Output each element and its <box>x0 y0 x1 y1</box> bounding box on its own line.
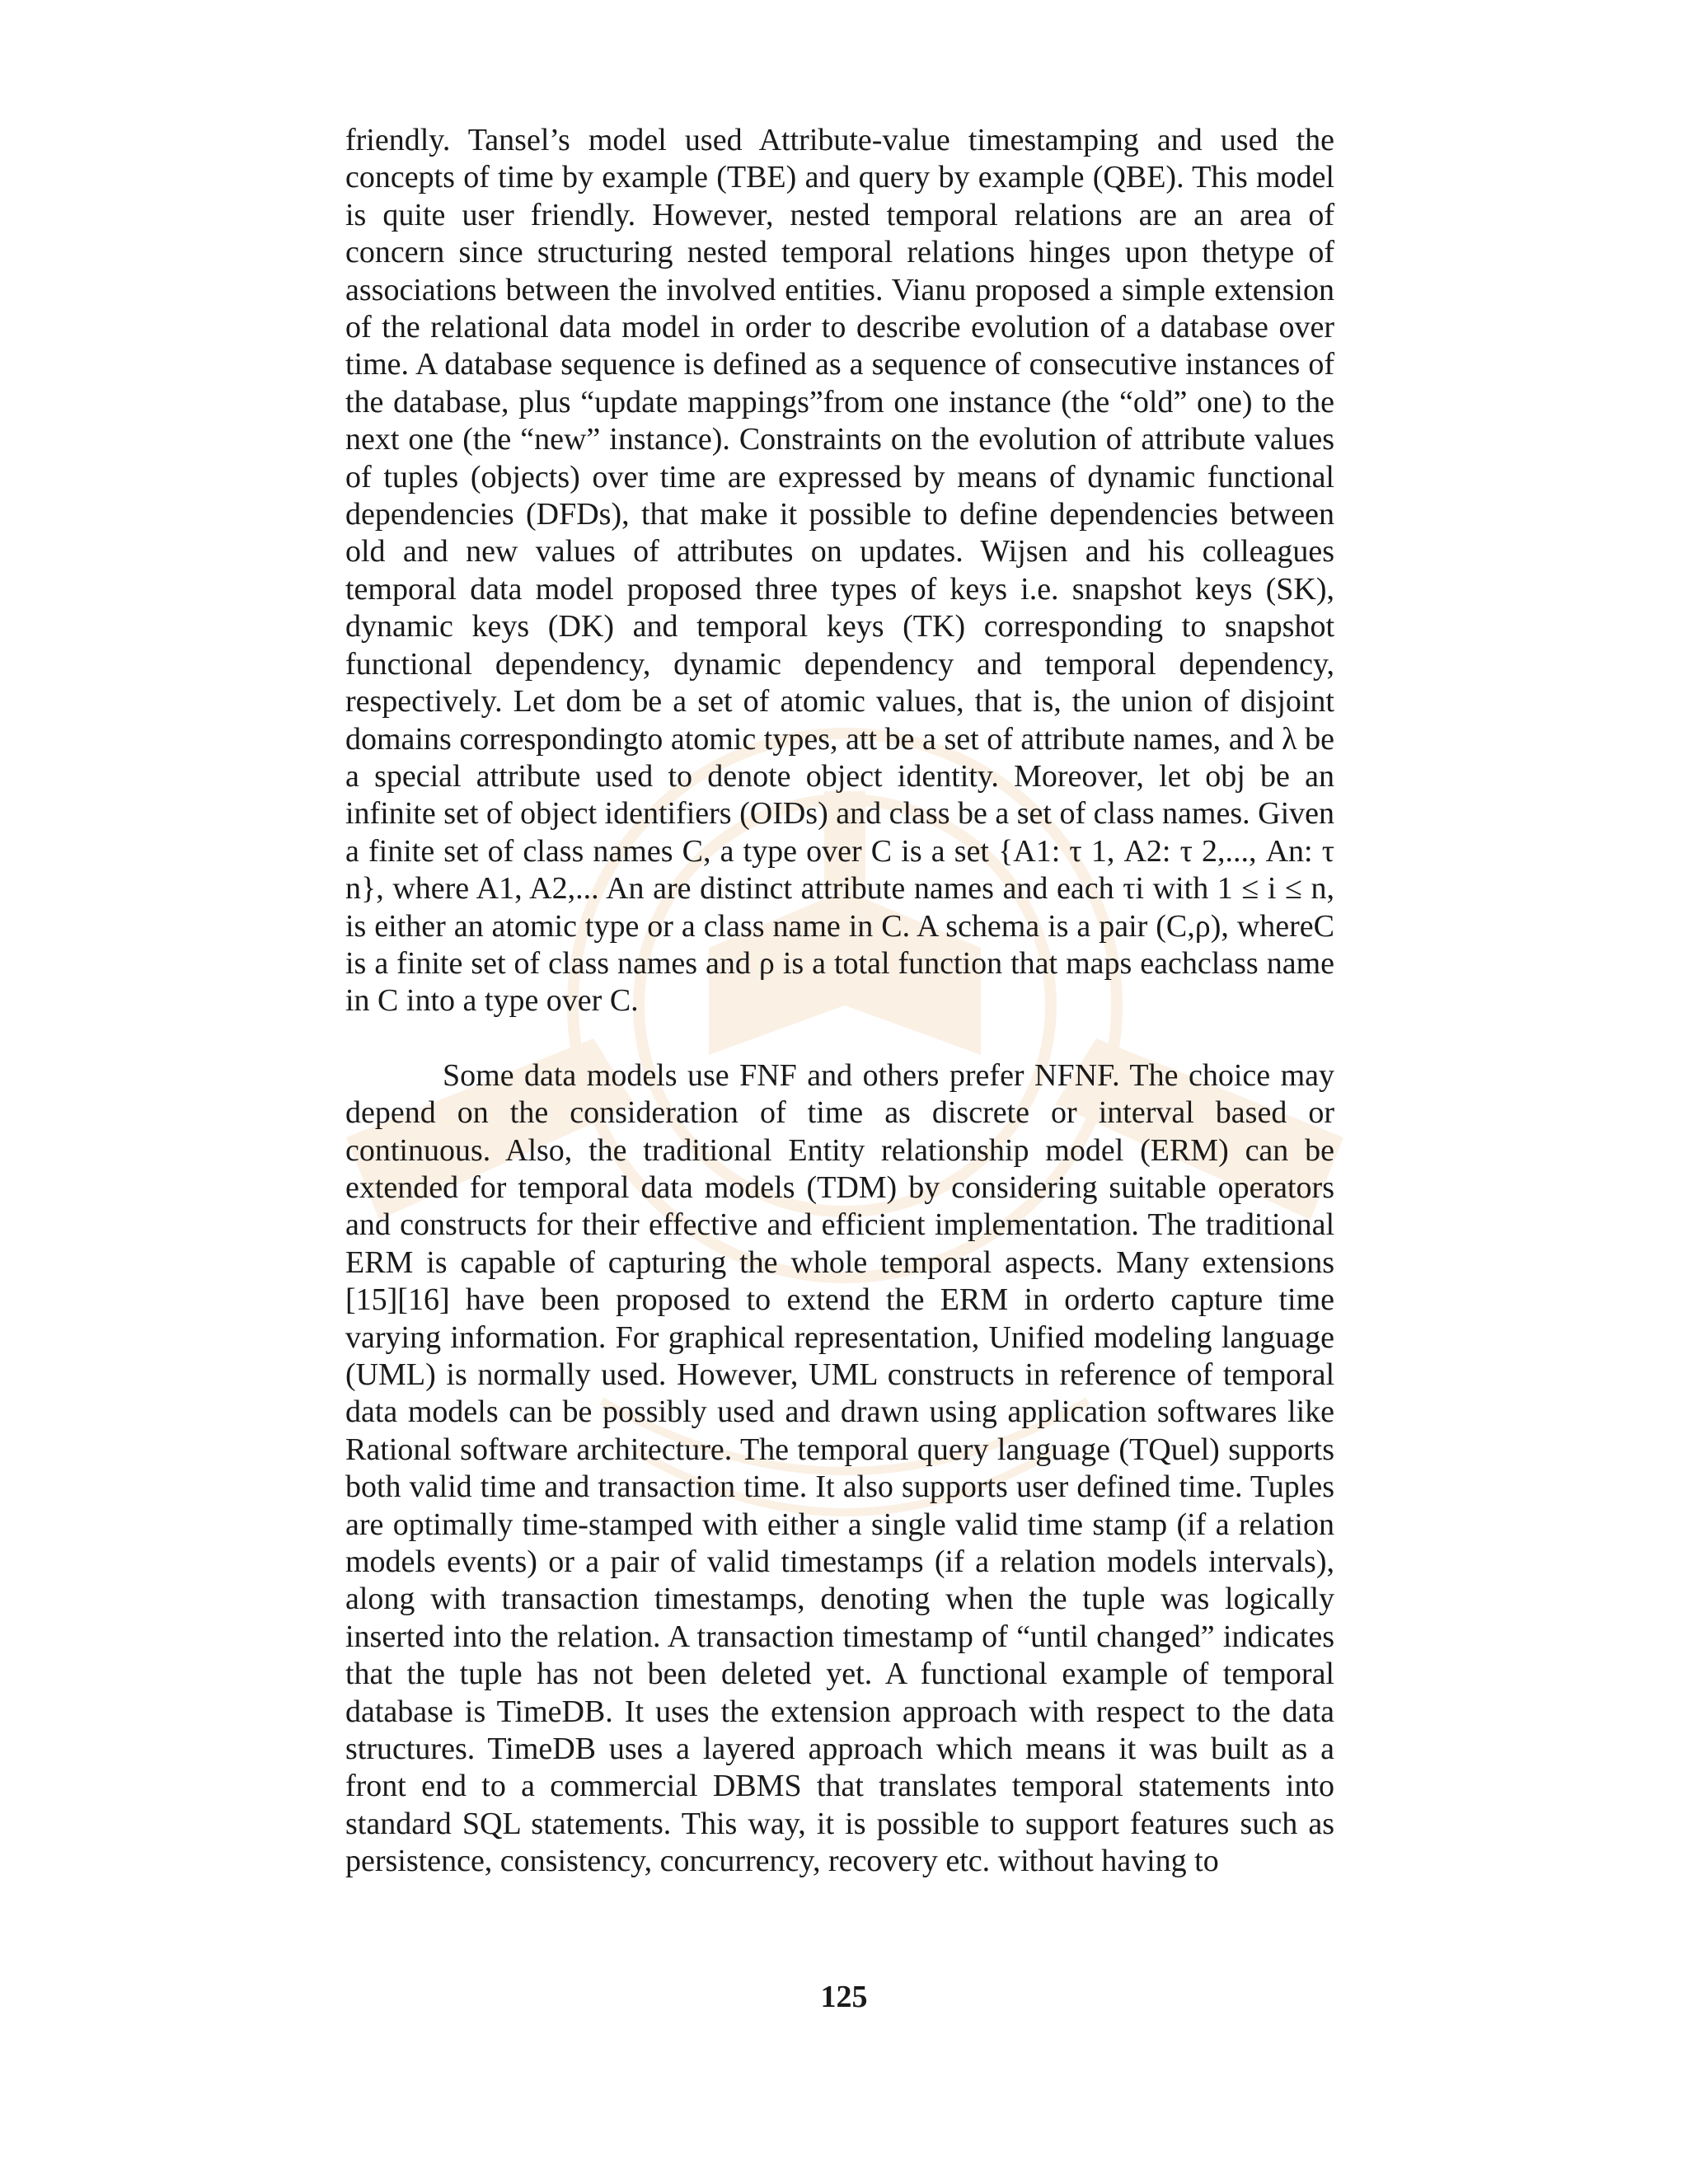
paragraph-2: Some data models use FNF and others prefer NFNF. The choice may depend on the consideration of time as discrete or interval based or continuous. Also, the traditional Entity relationship model (ERM) can be extended for temporal data models (TDM) by considering suitable operators and constructs for their effective and efficient implementation. The traditional ERM is capable of capturing the whole temporal aspects. Many extensions [15][16] have been proposed to extend the ERM in orderto capture time varying information. For graphical representation, Unified modeling language (UML) is normally used. However, UML constructs in reference of temporal data models can be possibly used and drawn using application softwares like Rational software architecture. The temporal query language (TQuel) supports both valid time and transaction time. It also supports user defined time. Tuples are optimally time-stamped with either a single valid time stamp (if a relation models events) or a pair of valid timestamps (if a relation models intervals), along with transaction timestamps, denoting when the tuple was logically inserted into the relation. A transaction timestamp of “until changed” indicates that the tuple has not been deleted yet. A functional example of temporal database is TimeDB. It uses the extension approach with respect to the data structures. TimeDB uses a layered approach which means it was built as a front end to a commercial DBMS that translates temporal statements into standard SQL statements. This way, it is possible to support features such as persistence, consistency, concurrency, recovery etc. without having to <box>345 1057 1334 1879</box>
paragraph-1: friendly. Tansel’s model used Attribute-value timestamping and used the concepts of time by example (TBE) and query by example (QBE). This model is quite user friendly. However, nested temporal relations are an area of concern since structuring nested temporal relations hinges upon thetype of associations between the involved entities. Vianu proposed a simple extension of the relational data model in order to describe evolution of a database over time. A database sequence is defined as a sequence of consecutive instances of the database, plus “update mappings”from one instance (the “old” one) to the next one (the “new” instance). Constraints on the evolution of attribute values of tuples (objects) over time are expressed by means of dynamic functional dependencies (DFDs), that make it possible to define dependencies between old and new values of attributes on updates. Wijsen and his colleagues temporal data model proposed three types of keys i.e. snapshot keys (SK), dynamic keys (DK) and temporal keys (TK) corresponding to snapshot functional dependency, dynamic dependency and temporal dependency, respectively. Let dom be a set of atomic values, that is, the union of disjoint domains correspondingto atomic types, att be a set of attribute names, and λ be a special attribute used to denote object identity. Moreover, let obj be an infinite set of object identifiers (OIDs) and class be a set of class names. Given a finite set of class names C, a type over C is a set {A1: τ 1, A2: τ 2,..., An: τ n}, where A1, A2,... An are distinct attribute names and each τi with 1 ≤ i ≤ n, is either an atomic type or a class name in C. A schema is a pair (C,ρ), whereC is a finite set of class names and ρ is a total function that maps eachclass name in C into a type over C. <box>345 123 1334 1019</box>
paragraph-spacer <box>345 1020 1334 1057</box>
page-number: 125 <box>820 1980 868 2014</box>
body-text <box>345 122 1334 1881</box>
